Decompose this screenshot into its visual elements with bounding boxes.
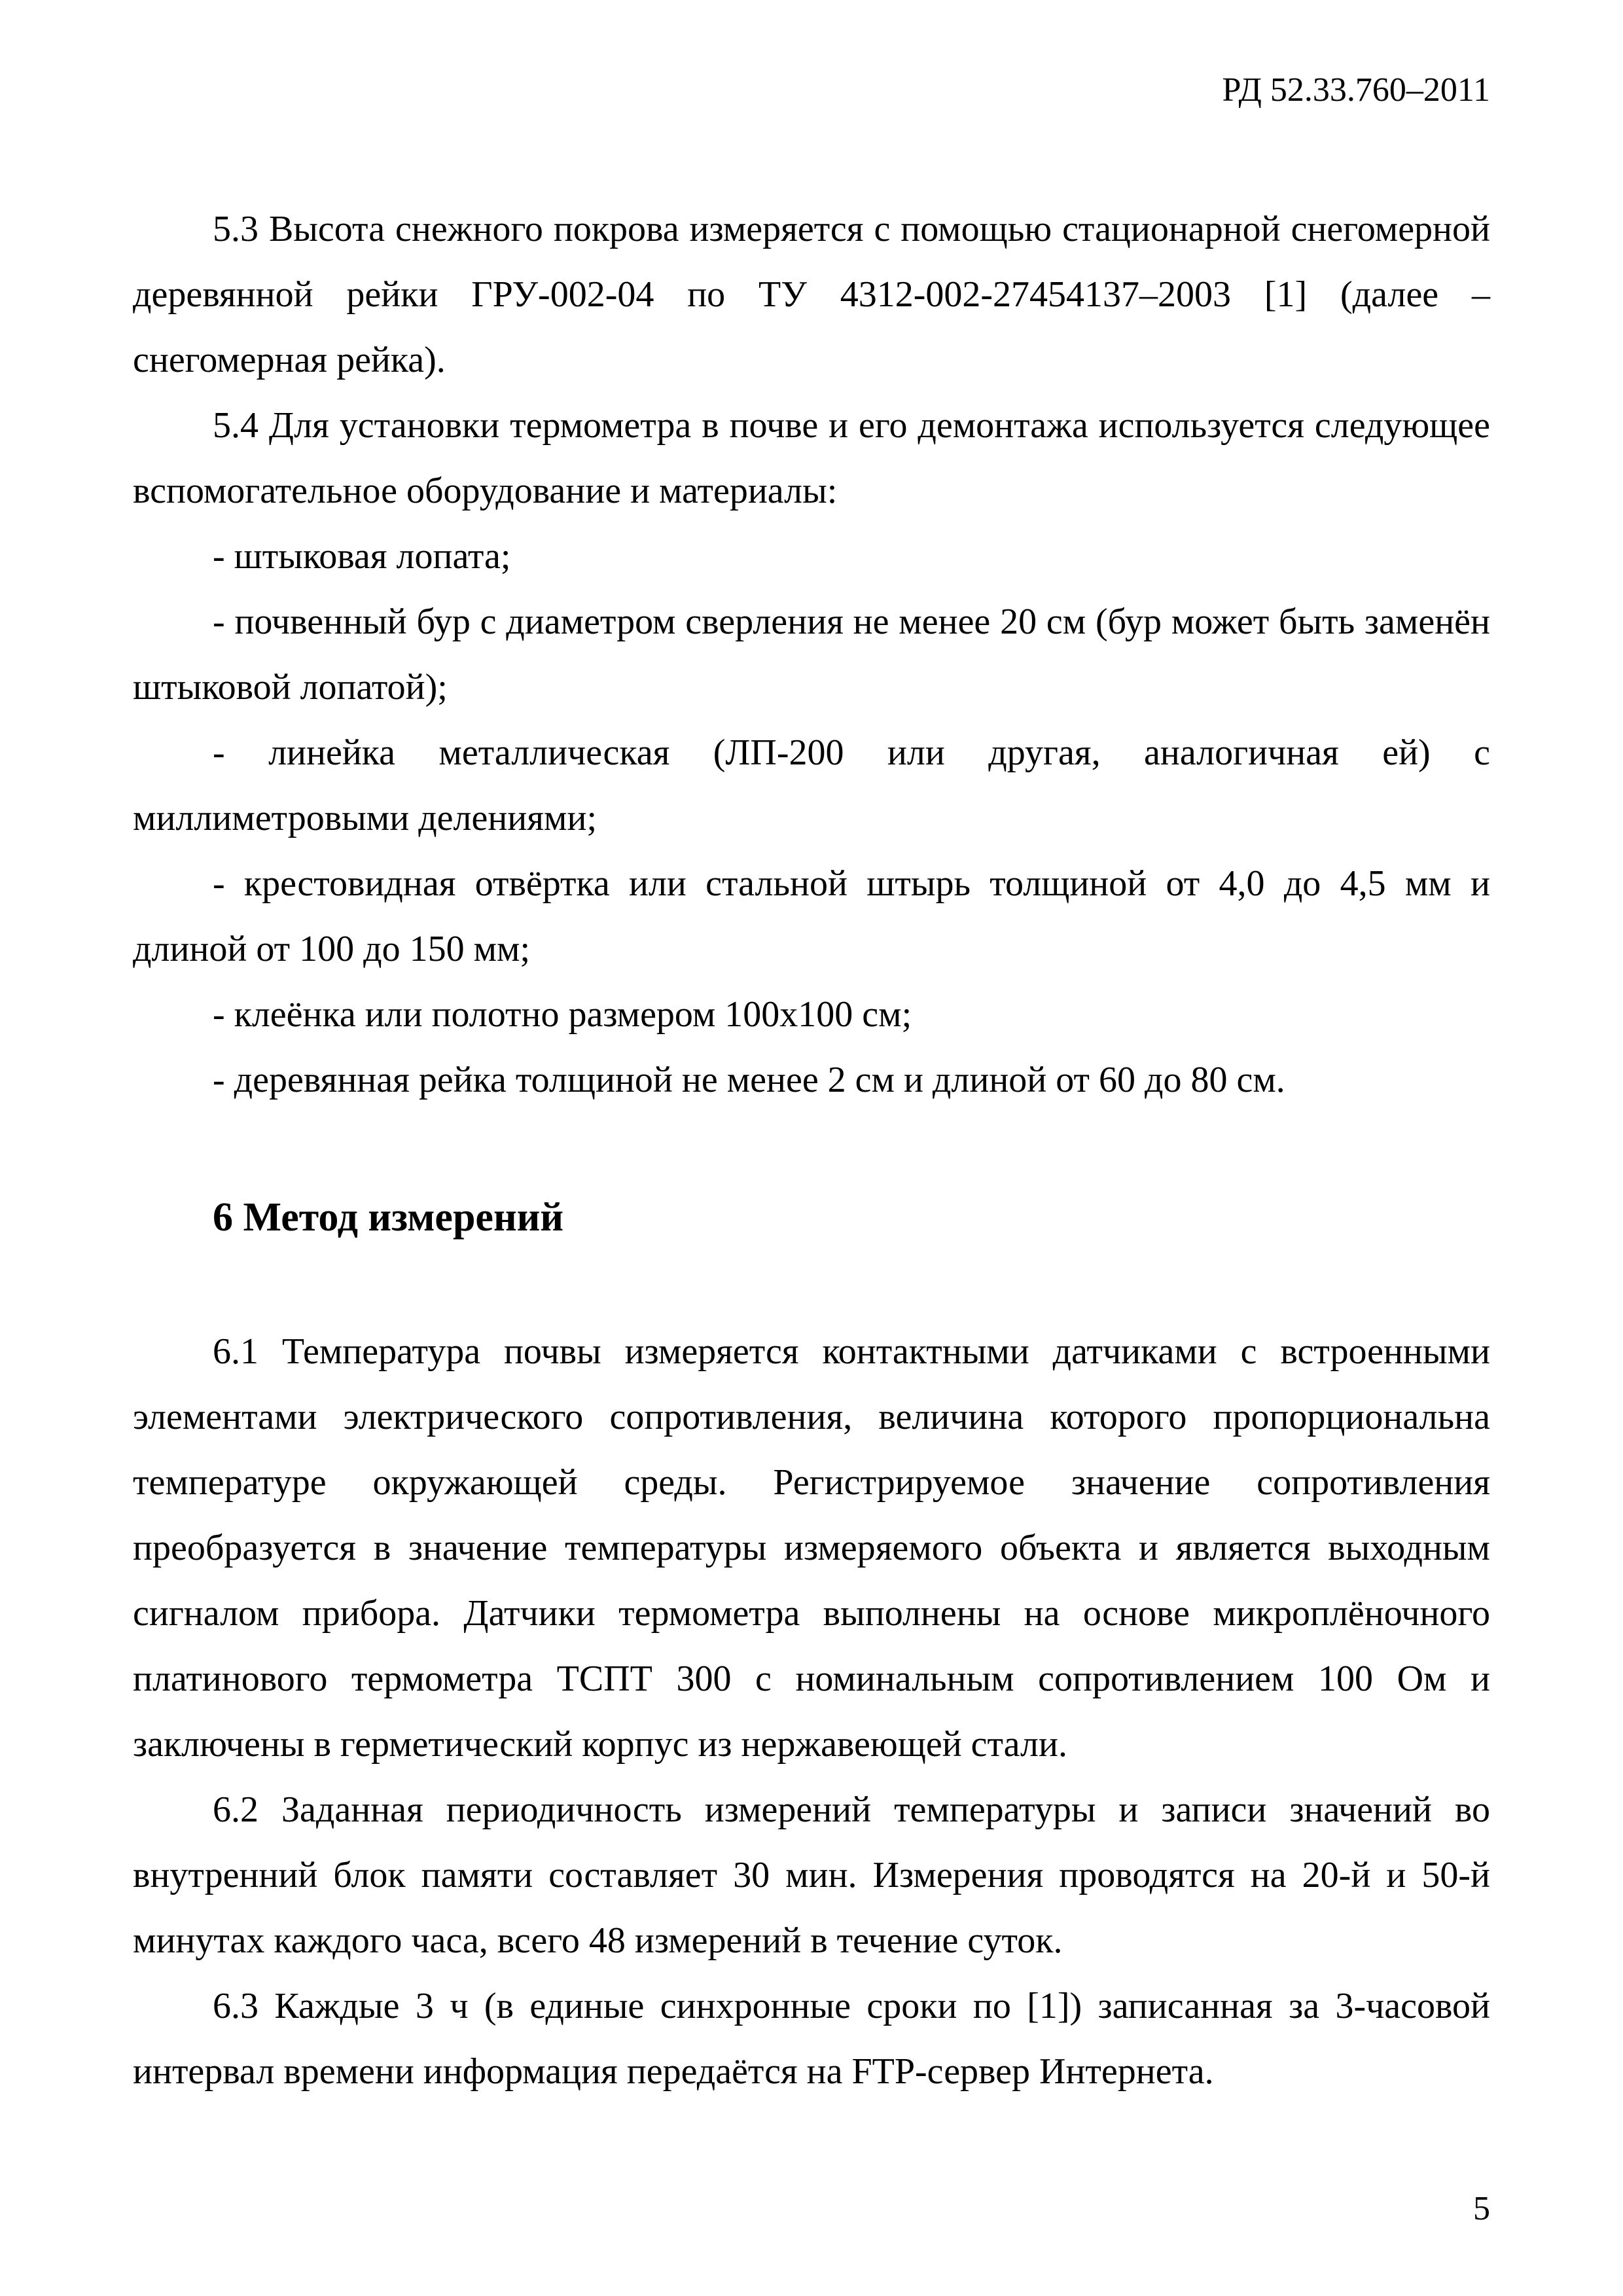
paragraph-6-1: 6.1 Температура почвы измеряется контактными датчиками с встроенными элементами электрического сопротивления, величина которого пропорциональна температуре окружающей среды. Регистрируемое значение сопротивления преобразуется в значение температуры измеряемого объекта и является выходным сигналом прибора. Датчики термометра выполнены на основе микроплёночного платинового термометра ТСПТ 300 с номинальным сопротивлением 100 Ом и заключены в герметический корпус из нержавеющей стали. <box>133 1331 1490 1765</box>
section-6-heading: 6 Метод измерений <box>213 1195 564 1240</box>
paragraph-6-3: 6.3 Каждые 3 ч (в единые синхронные сроки по [1]) записанная за 3-часовой интервал времени информация передаётся на FTP-сервер Интернета. <box>133 1986 1490 2092</box>
paragraph-5-3: 5.3 Высота снежного покрова измеряется с помощью стационарной снегомерной деревянной рейки ГРУ-002-04 по ТУ 4312-002-27454137–2003 [1] (далее – снегомерная рейка). <box>133 209 1490 380</box>
list-item: - почвенный бур с диаметром сверления не менее 20 см (бур может быть заменён штыковой лопатой); <box>133 601 1490 708</box>
section-6-body <box>133 1319 1490 2104</box>
list-item: - линейка металлическая (ЛП-200 или другая, аналогичная ей) с миллиметровыми делениями; <box>133 732 1490 838</box>
list-item: - крестовидная отвёртка или стальной штырь толщиной от 4,0 до 4,5 мм и длиной от 100 до 150 мм; <box>133 863 1490 969</box>
list-item: - штыковая лопата; <box>213 536 511 577</box>
page-number: 5 <box>1473 2190 1490 2227</box>
list-item: - деревянная рейка толщиной не менее 2 см и длиной от 60 до 80 см. <box>213 1060 1285 1100</box>
paragraph-6-2: 6.2 Заданная периодичность измерений температуры и записи значений во внутренний блок памяти составляет 30 мин. Измерения проводятся на 20-й и 50-й минутах каждого часа, всего 48 измерений в течение суток. <box>133 1789 1490 1961</box>
paragraph-5-4: 5.4 Для установки термометра в почве и его демонтажа используется следующее вспомогательное оборудование и материалы: <box>133 405 1490 511</box>
section-5-body <box>133 196 1490 1113</box>
document-code-header: РД 52.33.760–2011 <box>1222 71 1490 109</box>
list-item: - клеёнка или полотно размером 100х100 см; <box>213 994 912 1035</box>
